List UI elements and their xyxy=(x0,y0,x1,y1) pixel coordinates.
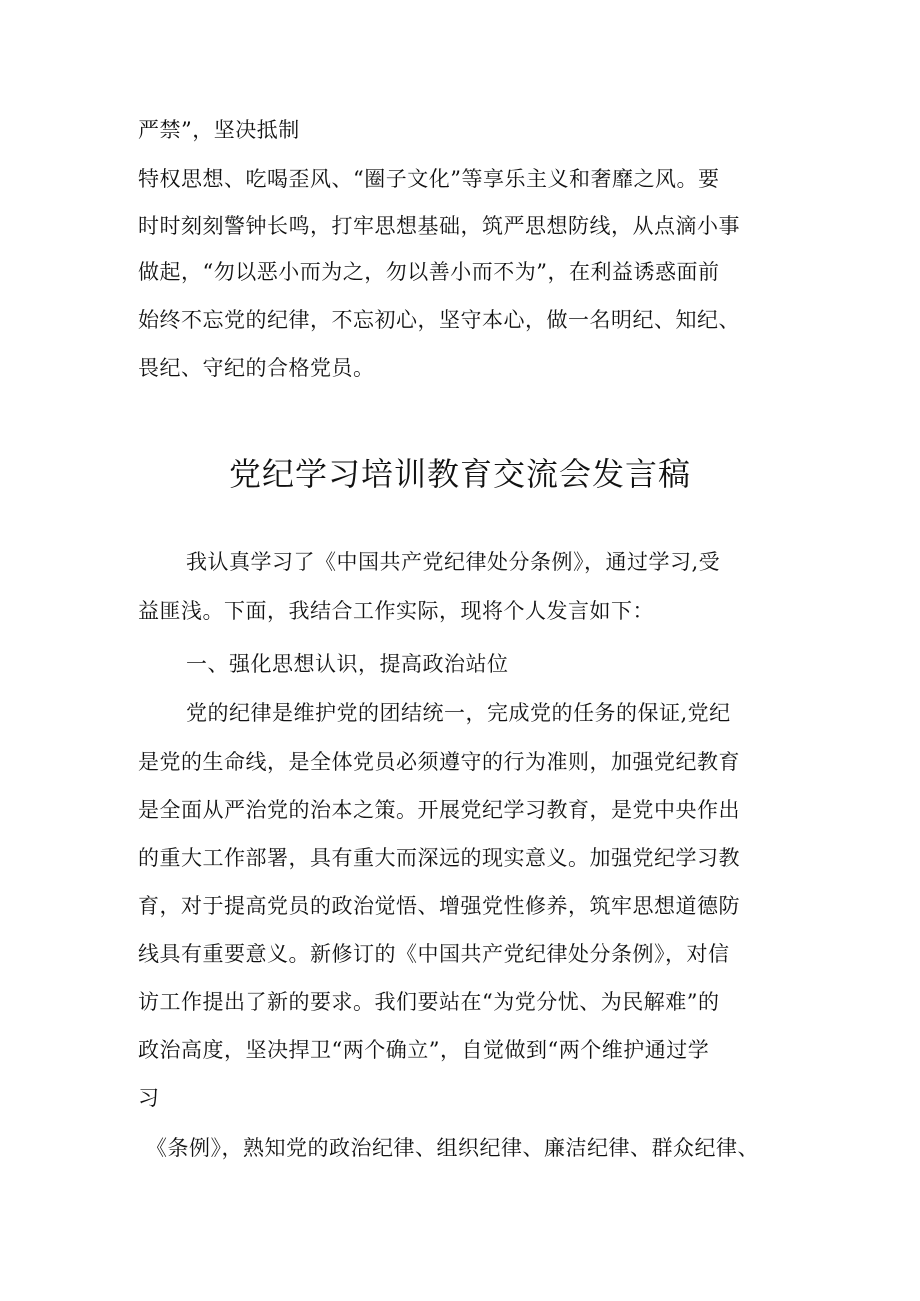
section-heading-1: 一、强化思想认识，提高政治站位 xyxy=(186,652,509,676)
text-line-top-6: 畏纪、守纪的合格党员。 xyxy=(138,356,375,380)
paragraph-2-line-3: 是全面从严治党的治本之策。开展党纪学习教育，是党中央作出 xyxy=(138,798,740,822)
document-title: 党纪学习培训教育交流会发言稿 xyxy=(228,455,691,493)
paragraph-1-line-2: 益匪浅。下面，我结合工作实际，现将个人发言如下： xyxy=(138,599,654,623)
text-line-top-2: 特权思想、吃喝歪风、“圈子文化”等享乐主义和奢靡之风。要 xyxy=(138,167,720,191)
paragraph-2-line-9: 习 xyxy=(138,1086,160,1110)
paragraph-2-line-1: 党的纪律是维护党的团结统一，完成党的任务的保证,党纪 xyxy=(186,701,731,725)
text-line-top-3: 时时刻刻警钟长鸣，打牢思想基础，筑严思想防线，从点滴小事 xyxy=(138,214,740,238)
text-line-top-4: 做起，“勿以恶小而为之，勿以善小而不为”，在利益诱惑面前 xyxy=(138,260,720,284)
paragraph-2-line-6: 线具有重要意义。新修订的《中国共产党纪律处分条例》，对信 xyxy=(138,942,730,966)
paragraph-3-line-1: 《条例》，熟知党的政治纪律、组织纪律、廉洁纪律、群众纪律、 xyxy=(146,1136,759,1160)
paragraph-2-line-2: 是党的生命线，是全体党员必须遵守的行为准则，加强党纪教育 xyxy=(138,750,740,774)
text-line-top-5: 始终不忘党的纪律，不忘初心，坚守本心，做一名明纪、知纪、 xyxy=(138,308,740,332)
text-line-top-1: 严禁”，坚决抵制 xyxy=(138,118,300,142)
paragraph-2-line-8: 政治高度，坚决捍卫“两个确立”，自觉做到“两个维护通过学 xyxy=(138,1038,710,1062)
paragraph-2-line-4: 的重大工作部署，具有重大而深远的现实意义。加强党纪学习教 xyxy=(138,846,740,870)
paragraph-2-line-5: 育，对于提高党员的政治觉悟、增强党性修养，筑牢思想道德防 xyxy=(138,894,740,918)
paragraph-1-line-1: 我认真学习了《中国共产党纪律处分条例》，通过学习,受 xyxy=(186,550,721,574)
paragraph-2-line-7: 访工作提出了新的要求。我们要站在“为党分忧、为民解难”的 xyxy=(138,990,720,1014)
